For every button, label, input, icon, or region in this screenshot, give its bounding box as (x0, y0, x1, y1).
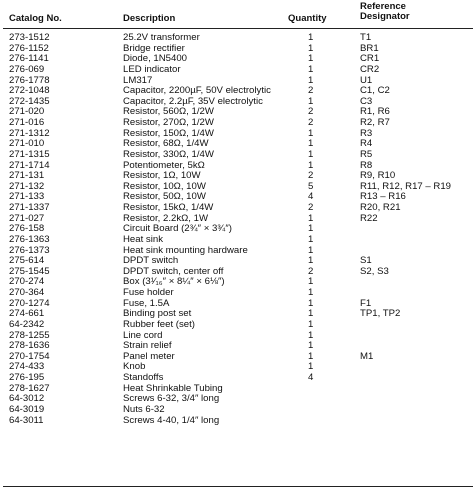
cell-reference-designator: R11, R12, R17 – R19 (360, 180, 452, 192)
table-row (3, 373, 473, 384)
cell-reference-designator: F1 (360, 297, 372, 309)
table-row (3, 331, 473, 342)
cell-quantity: 1 (308, 287, 314, 298)
cell-description: Resistor, 50Ω, 10W (123, 191, 206, 203)
table-row (3, 97, 473, 108)
table-row (3, 288, 473, 299)
cell-reference-designator: R13 – R16 (360, 191, 406, 203)
cell-catalog-number: 271-132 (9, 180, 45, 192)
cell-catalog-number: 276-158 (9, 223, 45, 235)
cell-description: Strain relief (123, 340, 172, 352)
cell-catalog-number: 274-433 (9, 361, 45, 373)
cell-quantity: 1 (308, 340, 314, 352)
cell-reference-designator: R9, R10 (360, 170, 396, 182)
cell-quantity: 1 (308, 329, 314, 341)
cell-description: Capacitor, 2200µF, 50V electrolytic (123, 85, 271, 97)
cell-description: Knob (123, 361, 146, 373)
header-reference-designator (360, 2, 410, 22)
cell-catalog-number: 278-1255 (9, 329, 50, 341)
cell-description: DPDT switch (123, 255, 179, 267)
cell-description: Heat Shrinkable Tubing (123, 382, 223, 394)
cell-description: Resistor, 330Ω, 1/4W (123, 148, 214, 160)
cell-description: Resistor, 560Ω, 1/2W (123, 106, 214, 118)
cell-quantity: 1 (308, 74, 314, 86)
table-row (3, 394, 473, 405)
cell-description: LM317 (123, 74, 153, 86)
table-row (3, 150, 473, 161)
table-row (3, 33, 473, 44)
cell-quantity: 2 (308, 85, 314, 97)
table-row (3, 320, 473, 331)
cell-catalog-number: 271-1337 (9, 202, 50, 213)
cell-quantity: 1 (308, 95, 314, 107)
cell-catalog-number: 276-1152 (9, 42, 49, 54)
cell-quantity: 1 (308, 212, 314, 224)
cell-catalog-number: 271-133 (9, 191, 45, 203)
cell-reference-designator: S1 (360, 255, 372, 267)
header-catalog-number: Catalog No. (9, 13, 62, 24)
table-row (3, 224, 473, 235)
cell-catalog-number: 276-1373 (9, 244, 50, 256)
table-row (3, 118, 473, 129)
cell-description: Box (3¹⁄₁₆″ × 8¼″ × 6⅛″) (123, 276, 225, 288)
cell-description: DPDT switch, center off (123, 265, 224, 277)
cell-quantity: 2 (308, 117, 314, 128)
table-row (3, 277, 473, 288)
cell-catalog-number: 272-1435 (9, 95, 50, 107)
table-row (3, 246, 473, 257)
cell-quantity: 2 (308, 170, 314, 182)
cell-quantity: 1 (308, 32, 314, 43)
header-reference-line1: Reference (360, 1, 406, 12)
cell-reference-designator: BR1 (360, 42, 379, 54)
cell-catalog-number: 271-020 (9, 106, 45, 118)
cell-catalog-number: 270-274 (9, 276, 45, 288)
table-body (3, 33, 473, 426)
cell-description: Bridge rectifier (123, 42, 185, 54)
table-row (3, 341, 473, 352)
cell-reference-designator: C3 (360, 95, 373, 107)
table-row (3, 309, 473, 320)
cell-description: LED indicator (123, 63, 181, 75)
cell-description: 25.2V transformer (123, 32, 200, 43)
cell-reference-designator: R2, R7 (360, 117, 390, 128)
cell-catalog-number: 64-2342 (9, 318, 45, 330)
cell-description: Resistor, 150Ω, 1/4W (123, 127, 214, 139)
cell-quantity: 2 (308, 106, 314, 118)
cell-catalog-number: 271-1714 (9, 159, 50, 171)
cell-quantity: 2 (308, 265, 314, 277)
table-row (3, 362, 473, 373)
cell-description: Capacitor, 2.2µF, 35V electrolytic (123, 95, 263, 107)
cell-description: Resistor, 15kΩ, 1/4W (123, 202, 214, 213)
cell-description: Resistor, 10Ω, 10W (123, 180, 206, 192)
cell-reference-designator: S2, S3 (360, 265, 389, 277)
table-row (3, 384, 473, 395)
cell-catalog-number: 64-3012 (9, 393, 45, 405)
cell-description: Heat sink (123, 233, 163, 245)
table-row (3, 65, 473, 76)
cell-reference-designator: R20, R21 (360, 202, 401, 213)
cell-description: Resistor, 68Ω, 1/4W (123, 138, 209, 150)
cell-description: Standoffs (123, 372, 164, 383)
header-divider (3, 28, 473, 29)
table-row (3, 214, 473, 225)
cell-description: Resistor, 1Ω, 10W (123, 170, 201, 182)
cell-quantity: 1 (308, 127, 314, 139)
cell-quantity: 5 (308, 180, 314, 192)
cell-reference-designator: R3 (360, 127, 373, 139)
cell-quantity: 1 (308, 148, 314, 160)
cell-reference-designator: R22 (360, 212, 378, 224)
cell-quantity: 1 (308, 297, 314, 309)
table-row (3, 416, 473, 427)
cell-description: Resistor, 2.2kΩ, 1W (123, 212, 209, 224)
cell-description: Panel meter (123, 350, 175, 362)
cell-quantity: 4 (308, 372, 314, 383)
table-row (3, 44, 473, 55)
cell-quantity: 4 (308, 191, 314, 203)
cell-catalog-number: 276-069 (9, 63, 45, 75)
table-row (3, 161, 473, 172)
cell-quantity: 1 (308, 223, 314, 235)
cell-description: Circuit Board (2¾″ × 3¾″) (123, 223, 232, 235)
cell-description: Rubber feet (set) (123, 318, 195, 330)
cell-reference-designator: CR1 (360, 53, 380, 65)
cell-reference-designator: CR2 (360, 63, 380, 75)
cell-quantity: 1 (308, 53, 314, 65)
cell-catalog-number: 270-1274 (9, 297, 50, 309)
table-row (3, 203, 473, 214)
table-row (3, 107, 473, 118)
cell-catalog-number: 271-1315 (9, 148, 50, 160)
table-row (3, 352, 473, 363)
cell-reference-designator: R1, R6 (360, 106, 390, 118)
cell-reference-designator: R8 (360, 159, 373, 171)
cell-description: Nuts 6-32 (123, 403, 165, 415)
table-row (3, 405, 473, 416)
cell-description: Screws 6-32, 3/4″ long (123, 393, 220, 405)
cell-quantity: 1 (308, 350, 314, 362)
cell-catalog-number: 64-3011 (9, 414, 44, 426)
cell-catalog-number: 276-1778 (9, 74, 50, 86)
cell-catalog-number: 275-1545 (9, 265, 50, 277)
cell-description: Potentiometer, 5kΩ (123, 159, 205, 171)
cell-quantity: 1 (308, 318, 314, 330)
table-row (3, 267, 473, 278)
cell-description: Diode, 1N5400 (123, 53, 188, 65)
cell-quantity: 1 (308, 138, 314, 150)
header-quantity: Quantity (288, 13, 327, 24)
table-row (3, 256, 473, 267)
cell-description: Binding post set (123, 308, 192, 320)
table-bottom-rule (3, 486, 473, 487)
cell-quantity: 1 (308, 244, 314, 256)
parts-list-table (3, 1, 473, 426)
cell-reference-designator: R4 (360, 138, 373, 150)
table-header (3, 2, 473, 26)
cell-description: Resistor, 270Ω, 1/2W (123, 117, 214, 128)
cell-quantity: 1 (308, 233, 314, 245)
header-reference-line2: Designator (360, 11, 410, 22)
cell-catalog-number: 274-661 (9, 308, 45, 320)
cell-catalog-number: 271-131 (9, 170, 45, 182)
cell-description: Screws 4-40, 1/4″ long (123, 414, 220, 426)
cell-catalog-number: 278-1636 (9, 340, 50, 352)
cell-quantity: 1 (308, 255, 314, 267)
cell-catalog-number: 270-364 (9, 287, 45, 298)
cell-catalog-number: 278-1627 (9, 382, 50, 394)
cell-catalog-number: 64-3019 (9, 403, 45, 415)
cell-description: Line cord (123, 329, 163, 341)
cell-catalog-number: 276-195 (9, 372, 45, 383)
cell-quantity: 1 (308, 361, 314, 373)
header-description: Description (123, 13, 176, 24)
cell-quantity: 1 (308, 42, 314, 54)
cell-catalog-number: 273-1512 (9, 32, 50, 43)
cell-catalog-number: 276-1141 (9, 53, 49, 65)
cell-reference-designator: R5 (360, 148, 373, 160)
table-row (3, 235, 473, 246)
cell-quantity: 1 (308, 159, 314, 171)
cell-catalog-number: 271-027 (9, 212, 45, 224)
cell-catalog-number: 271-010 (9, 138, 45, 150)
table-row (3, 54, 473, 65)
cell-reference-designator: C1, C2 (360, 85, 390, 97)
cell-reference-designator: M1 (360, 350, 374, 362)
cell-description: Fuse, 1.5A (123, 297, 170, 309)
cell-description: Heat sink mounting hardware (123, 244, 248, 256)
cell-reference-designator: T1 (360, 32, 372, 43)
cell-catalog-number: 270-1754 (9, 350, 50, 362)
cell-catalog-number: 272-1048 (9, 85, 50, 97)
cell-catalog-number: 271-1312 (9, 127, 50, 139)
table-row (3, 192, 473, 203)
cell-description: Fuse holder (123, 287, 174, 298)
table-row (3, 299, 473, 310)
cell-quantity: 1 (308, 63, 314, 75)
cell-reference-designator: U1 (360, 74, 373, 86)
table-row (3, 129, 473, 140)
cell-catalog-number: 271-016 (9, 117, 45, 128)
cell-quantity: 2 (308, 202, 314, 213)
table-row (3, 139, 473, 150)
cell-reference-designator: TP1, TP2 (360, 308, 401, 320)
cell-catalog-number: 275-614 (9, 255, 45, 267)
cell-quantity: 1 (308, 276, 314, 288)
cell-catalog-number: 276-1363 (9, 233, 50, 245)
cell-quantity: 1 (308, 308, 314, 320)
